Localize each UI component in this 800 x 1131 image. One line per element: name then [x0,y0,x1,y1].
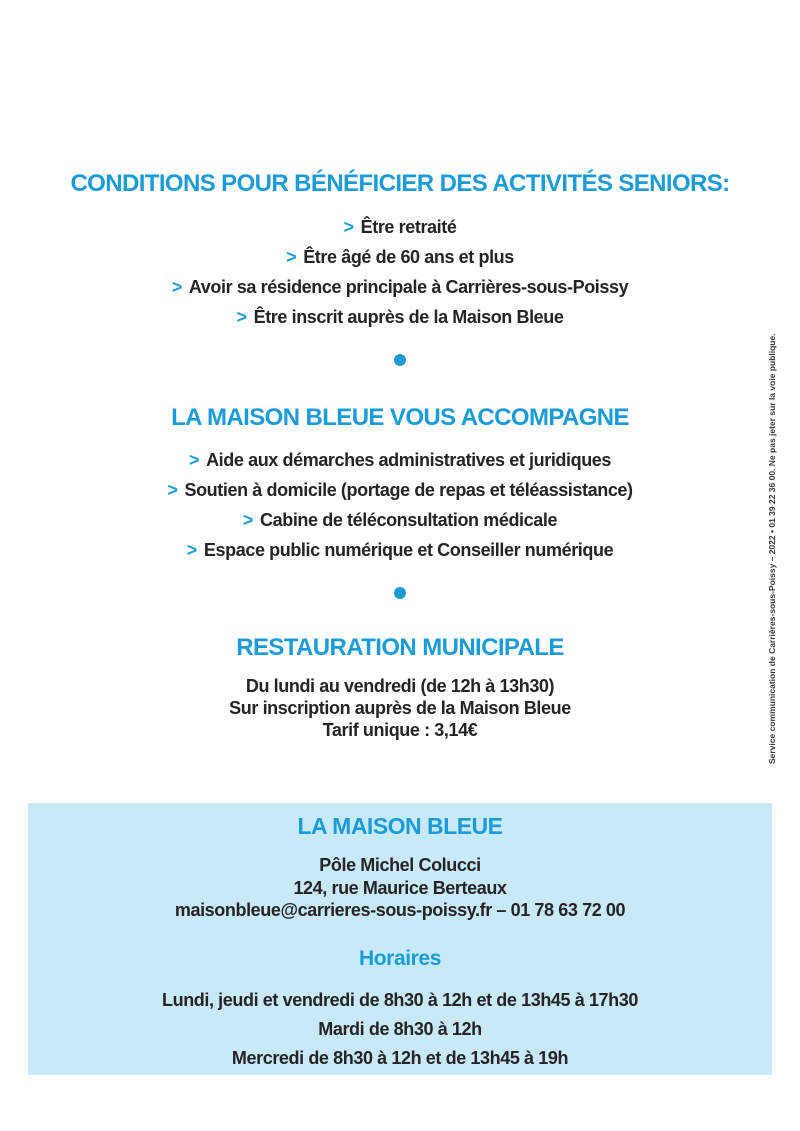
chevron-icon: > [286,247,297,267]
chevron-icon: > [343,217,354,237]
chevron-icon: > [188,450,200,470]
list-item-label: Avoir sa résidence principale à Carrières-sous-Poissy [188,277,629,297]
separator-dot [394,354,406,366]
list-item-label: Soutien à domicile (portage de repas et téléassistance) [184,480,633,500]
restauration-details [0,675,800,741]
list-item [0,445,800,475]
address-line: Pôle Michel Colucci [319,855,481,875]
list-item [0,212,800,242]
section-restauration [0,634,800,741]
address-line: 124, rue Maurice Berteaux [293,877,507,898]
list-item [0,272,800,302]
hours-line: Lundi, jeudi et vendredi de 8h30 à 12h et de 13h45 à 17h30 [162,989,638,1010]
list-item [0,535,800,565]
address-line-email-phone: maisonbleue@carrieres-sous-poissy.fr – 01 78 63 72 00 [174,900,626,920]
chevron-icon: > [236,307,247,327]
restauration-line: Du lundi au vendredi (de 12h à 13h30) [245,676,555,696]
restauration-line: Tarif unique : 3,14€ [322,720,478,740]
chevron-icon: > [242,510,254,530]
list-item [0,242,800,272]
contact-address [28,854,772,922]
conditions-title: CONDITIONS POUR BÉNÉFICIER DES ACTIVITÉS SENIORS: [70,170,730,197]
restauration-title: RESTAURATION MUNICIPALE [236,634,564,661]
chevron-icon: > [171,277,182,297]
restauration-line: Sur inscription auprès de la Maison Bleue [229,698,571,718]
section-conditions [0,170,800,332]
hours-list [28,986,772,1073]
chevron-icon: > [186,540,197,560]
list-item-label: Être retraité [360,217,457,237]
list-item-label: Être inscrit auprès de la Maison Bleue [253,307,564,327]
accompagne-title: LA MAISON BLEUE VOUS ACCOMPAGNE [171,404,629,431]
list-item [0,505,800,535]
hours-title: Horaires [358,946,441,970]
list-item-label: Espace public numérique et Conseiller numérique [203,540,614,560]
contact-box-title: LA MAISON BLEUE [297,813,503,839]
accompagne-list [0,445,800,565]
list-item-label: Aide aux démarches administratives et juridiques [206,450,612,470]
list-item-label: Cabine de téléconsultation médicale [260,510,558,530]
chevron-icon: > [167,480,178,500]
separator-dot [394,587,406,599]
list-item [0,475,800,505]
list-item [0,302,800,332]
hours-line: Mercredi de 8h30 à 12h et de 13h45 à 19h [231,1047,569,1068]
section-accompagne [0,404,800,565]
conditions-list [0,212,800,332]
hours-line: Mardi de 8h30 à 12h [318,1018,482,1039]
contact-box [28,803,772,1075]
list-item-label: Être âgé de 60 ans et plus [303,247,514,267]
print-credit-vertical: Service communication de Carrières-sous-Poissy – 2022 • 01 39 22 36 00. Ne pas jeter sur la voie publique. [767,333,777,765]
